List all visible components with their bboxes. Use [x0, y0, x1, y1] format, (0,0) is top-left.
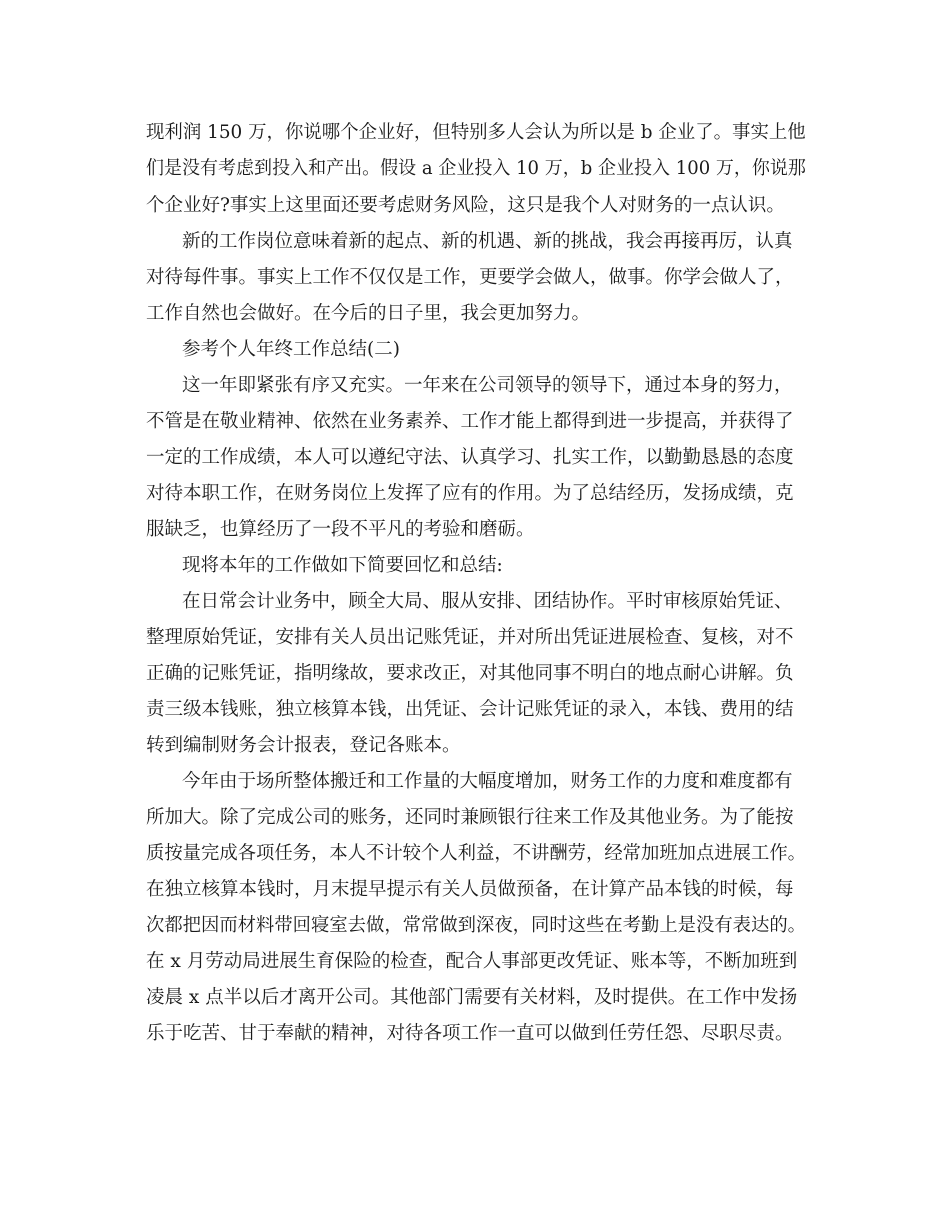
text-line: 个企业好?事实上这里面还要考虑财务风险，这只是我个人对财务的一点认识。: [146, 195, 785, 216]
text-line: 正确的记账凭证，指明缘故，要求改正，对其他同事不明白的地点耐心讲解。负: [146, 663, 794, 684]
text-line: 对待每件事。事实上工作不仅仅是工作，更要学会做人，做事。你学会做人了，: [146, 267, 794, 288]
text-line: 质按量完成各项任务，本人不计较个人利益，不讲酬劳，经常加班加点进展工作。: [146, 843, 807, 864]
text-line: 不管是在敬业精神、依然在业务素养、工作才能上都得到进一步提高，并获得了: [146, 411, 794, 432]
text-line: 责三级本钱账，独立核算本钱，出凭证、会计记账凭证的录入，本钱、费用的结: [146, 699, 794, 720]
text-line: 工作自然也会做好。在今后的日子里，我会更加努力。: [146, 303, 591, 324]
text-line: 们是没有考虑到投入和产出。假设 a 企业投入 10 万，b 企业投入 100 万，你说那: [146, 158, 806, 179]
text-line: 对待本职工作，在财务岗位上发挥了应有的作用。为了总结经历，发扬成绩，克: [146, 483, 794, 504]
text-line: 次都把因而材料带回寝室去做，常常做到深夜，同时这些在考勤上是没有表达的。: [146, 915, 807, 936]
text-line: 服缺乏，也算经历了一段不平凡的考验和磨砺。: [146, 519, 535, 540]
text-line: 乐于吃苦、甘于奉献的精神，对待各项工作一直可以做到任劳任怨、尽职尽责。: [146, 1023, 794, 1044]
text-line: 在独立核算本钱时，月末提早提示有关人员做预备，在计算产品本钱的时候，每: [146, 879, 794, 900]
text-line: 所加大。除了完成公司的账务，还同时兼顾银行往来工作及其他业务。为了能按: [146, 807, 794, 828]
text-line: 现将本年的工作做如下简要回忆和总结:: [182, 555, 503, 576]
text-line: 这一年即紧张有序又充实。一年来在公司领导的领导下，通过本身的努力，: [182, 375, 793, 396]
text-line: 新的工作岗位意味着新的起点、新的机遇、新的挑战，我会再接再厉，认真: [182, 231, 793, 252]
text-line: 整理原始凭证，安排有关人员出记账凭证，并对所出凭证进展检查、复核，对不: [146, 627, 794, 648]
text-line: 凌晨 x 点半以后才离开公司。其他部门需要有关材料，及时提供。在工作中发扬: [146, 987, 798, 1008]
text-line: 在日常会计业务中，顾全大局、服从安排、团结协作。平时审核原始凭证、: [182, 591, 793, 612]
text-line: 今年由于场所整体搬迁和工作量的大幅度增加，财务工作的力度和难度都有: [182, 771, 793, 792]
text-line: 转到编制财务会计报表，登记各账本。: [146, 735, 461, 756]
text-line: 在 x 月劳动局进展生育保险的检查，配合人事部更改凭证、账本等，不断加班到: [146, 951, 798, 972]
text-line: 现利润 150 万，你说哪个企业好，但特别多人会认为所以是 b 企业了。事实上他: [146, 122, 806, 143]
text-line: 一定的工作成绩，本人可以遵纪守法、认真学习、扎实工作，以勤勤恳恳的态度: [146, 447, 794, 468]
section-heading: 参考个人年终工作总结(二): [182, 339, 400, 360]
